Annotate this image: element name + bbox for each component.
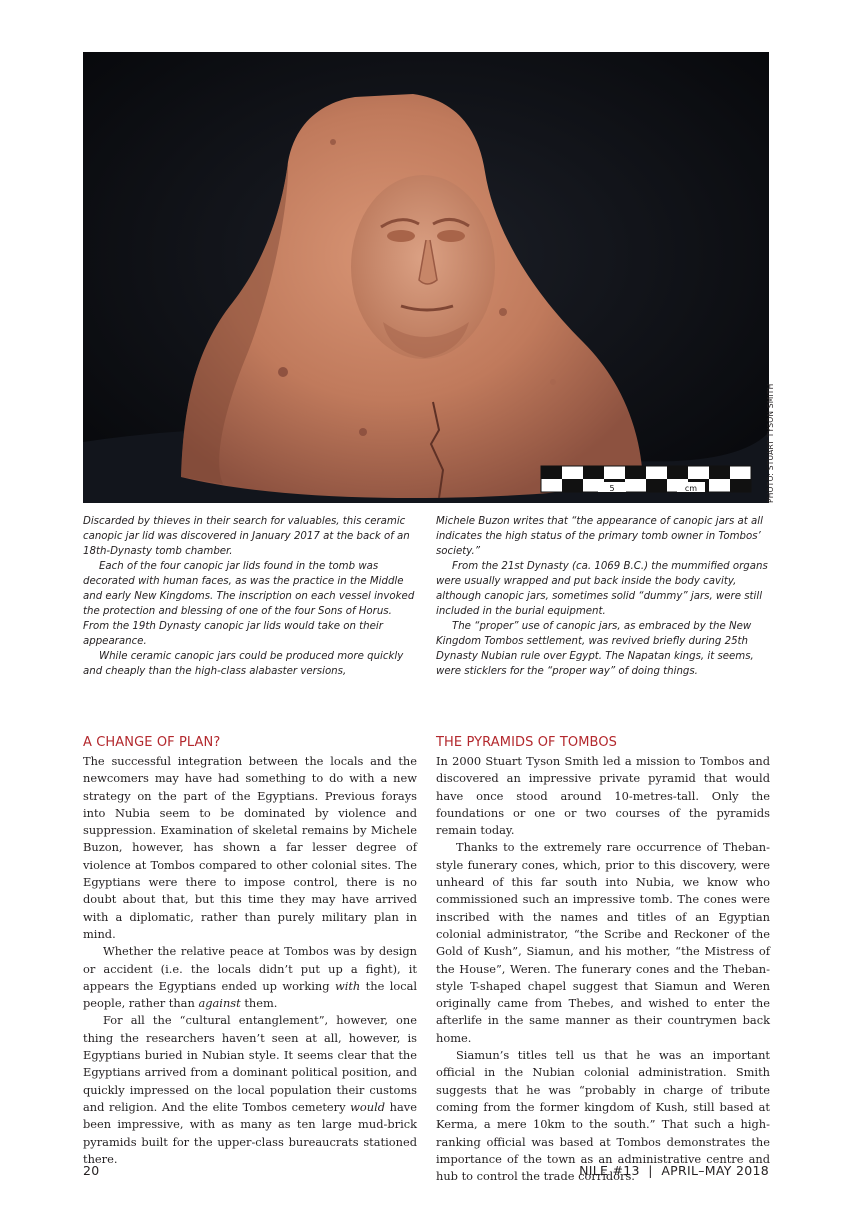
caption-paragraph: While ceramic canopic jars could be produced more quickly and cheaply than the high-class alabaster versions, <box>83 651 404 677</box>
emphasis-against: against <box>198 996 241 1011</box>
caption-paragraph: From the 21st Dynasty (ca. 1069 B.C.) the mummified organs were usually wrapped and put back inside the body cavity, although canopic jars, sometimes solid “dummy” jars, were still included in the burial equipment. <box>436 561 768 617</box>
canopic-jar-photo <box>83 52 769 503</box>
scale-bar-unit: cm <box>684 484 698 493</box>
scale-bar <box>541 466 751 493</box>
article-column-right <box>436 734 770 1185</box>
caption-paragraph: The “proper” use of canopic jars, as embraced by the New Kingdom Tombos settlement, was revived briefly during 25th Dynasty Nubian rule over Egypt. The Napatan kings, it seems, were sticklers for the “proper way” of doing things. <box>436 621 754 677</box>
body-paragraph: In 2000 Stuart Tyson Smith led a mission to Tombos and discovered an impressive private pyramid that would have once stood around 10-metres-tall. Only the foundations or one or two courses of the pyramids remain today. <box>436 754 770 838</box>
body-paragraph: Whether the relative peace at Tombos was by design or accident (i.e. the locals didn’t put up a fight), it appears the Egyptians ended up working with the local people, rather than against them. <box>83 944 418 1011</box>
issue-label: NILE #13 | APRIL–MAY 2018 <box>579 1163 769 1178</box>
photo-credit: PHOTO: STUART TYSON SMITH <box>766 383 775 503</box>
body-paragraph: Thanks to the extremely rare occurrence of Theban-style funerary cones, which, prior to this discovery, were unheard of this far south into Nubia, we know who commissioned such an impressive tomb. The cones were inscribed with the names and titles of an Egyptian colonial administrator, “the Scribe and Reckoner of the Gold of Kush”, Siamun, and his mother, “the Mistress of the House”, Weren. The funerary cones and the Theban-style T-shaped chapel suggest that Siamun and Weren originally came from Thebes, and wished to enter the afterlife in the same manner as their countrymen back home. <box>436 840 770 1045</box>
canopic-jar-illustration <box>83 52 769 503</box>
body-paragraph: The successful integration between the locals and the newcomers may have had something to do with a new strategy on the part of the Egyptians. Previous forays into Nubia seem to be dominated by violence and suppression. Examination of skeletal remains by Michele Buzon, however, has shown a far lesser degree of violence at Tombos compared to other colonial sites. The Egyptians were there to impose control, there is no doubt about that, but this time they may have arrived with a diplomatic, rather than purely military plan in mind. <box>83 754 417 941</box>
emphasis-with: with <box>334 978 361 993</box>
section-heading-change-of-plan: A CHANGE OF PLAN? <box>83 735 221 750</box>
caption-paragraph: Each of the four canopic jar lids found in the tomb was decorated with human faces, as was the practice in the Middle and early New Kingdoms. The inscription on each vessel invoked the protection and blessing of one of the four Sons of Horus. From the 19th Dynasty canopic jar lids would take on their appearance. <box>83 561 415 647</box>
section-heading-pyramids: THE PYRAMIDS OF TOMBOS <box>436 735 618 750</box>
caption-left <box>83 514 416 679</box>
caption-right <box>436 514 769 679</box>
article-column-left <box>83 734 417 1168</box>
caption-paragraph: Michele Buzon writes that “the appearance of canopic jars at all indicates the high status of the primary tomb owner in Tombos’ society.” <box>436 516 763 557</box>
caption-paragraph: Discarded by thieves in their search for valuables, this ceramic canopic jar lid was discovered in January 2017 at the back of an 18th-Dynasty tomb chamber. <box>83 516 410 557</box>
body-paragraph: For all the “cultural entanglement”, however, one thing the researchers haven’t seen at all, however, is Egyptians buried in Nubian style. It seems clear that the Egyptians arrived from a dominant political position, and quickly impressed on the local population their customs and religion. And the elite Tombos cemetery would have been impressive, with as many as ten large mud-brick pyramids built for the upper-class bureaucrats stationed there. <box>83 1013 417 1166</box>
emphasis-would: would <box>350 1099 386 1114</box>
body-paragraph: Siamun’s titles tell us that he was an important official in the Nubian colonial administration. Smith suggests that he was “probably in charge of tribute coming from the former kingdom of Kush, still based at Kerma, a mere 10km to the south.” That such a high-ranking official was based at Tombos demonstrates the importance of the town as an administrative centre and hub to control the trade corridors. <box>436 1048 770 1184</box>
scale-bar-number: 5 <box>609 484 615 493</box>
page-number: 20 <box>83 1163 100 1178</box>
